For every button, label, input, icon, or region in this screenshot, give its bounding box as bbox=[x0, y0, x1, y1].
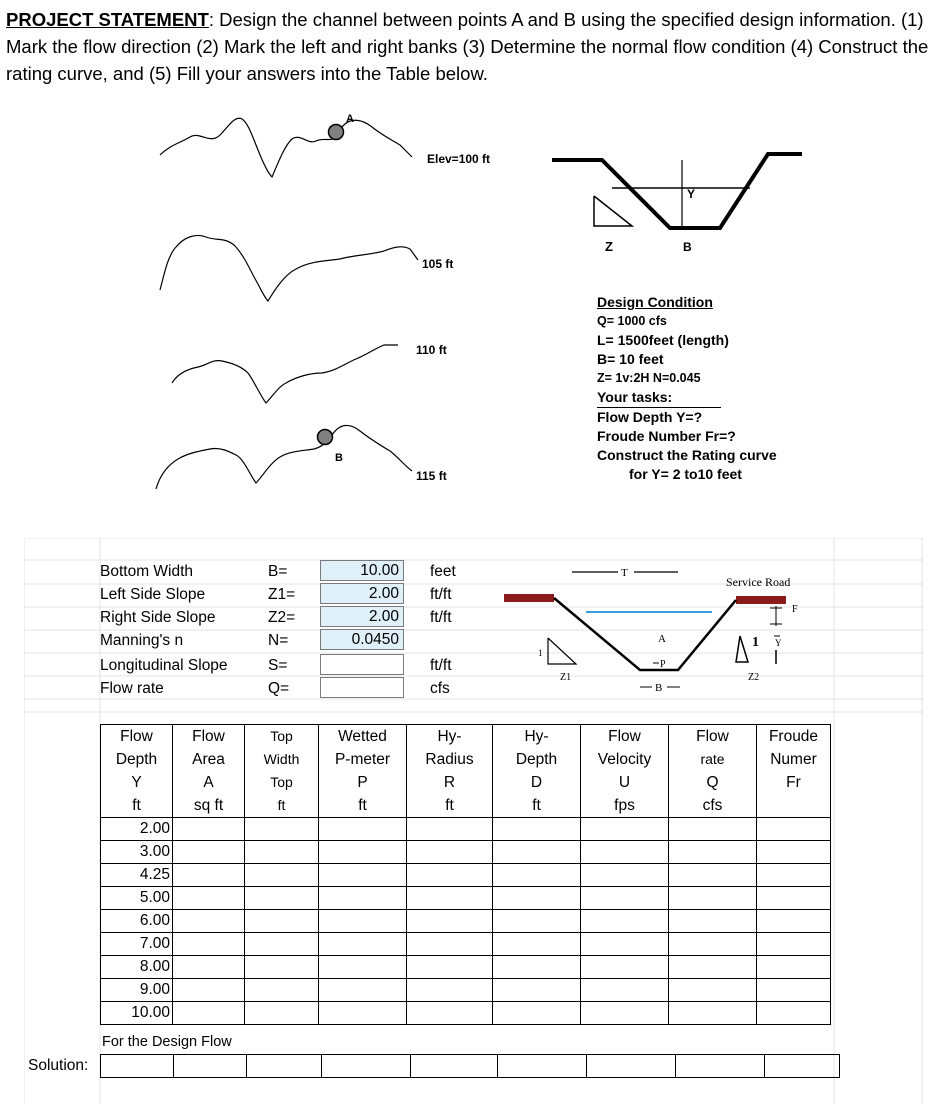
contour-label-100: Elev=100 ft bbox=[427, 152, 491, 166]
table-cell[interactable] bbox=[407, 979, 493, 1002]
contour-label-110: 110 ft bbox=[416, 343, 447, 357]
channel-profile bbox=[554, 598, 736, 670]
col-header: Area bbox=[173, 748, 245, 771]
table-row bbox=[101, 956, 831, 979]
param-row bbox=[100, 654, 452, 677]
param-symbol: B= bbox=[268, 563, 288, 580]
param-value-cell[interactable]: 0.0450 bbox=[320, 629, 404, 650]
rating-table bbox=[100, 724, 831, 1025]
param-row bbox=[100, 606, 452, 629]
col-header: rate bbox=[669, 748, 757, 771]
table-row bbox=[101, 841, 831, 864]
col-header: Hy- bbox=[493, 725, 581, 749]
table-cell[interactable] bbox=[407, 818, 493, 841]
table-cell[interactable] bbox=[669, 1002, 757, 1025]
header-row-4 bbox=[101, 794, 831, 818]
solution-cell[interactable] bbox=[765, 1055, 840, 1078]
table-cell[interactable] bbox=[407, 956, 493, 979]
table-cell[interactable] bbox=[319, 933, 407, 956]
table-cell[interactable] bbox=[581, 864, 669, 887]
design-flow-caption: For the Design Flow bbox=[102, 1034, 232, 1050]
point-a-label: A bbox=[346, 113, 354, 125]
solution-cell[interactable] bbox=[587, 1055, 676, 1078]
condition-b: B= 10 feet bbox=[597, 351, 664, 367]
task-depth-range: for Y= 2 to10 feet bbox=[629, 466, 742, 482]
table-cell[interactable] bbox=[581, 1002, 669, 1025]
table-cell[interactable] bbox=[493, 956, 581, 979]
table-cell[interactable] bbox=[407, 887, 493, 910]
param-unit: ft/ft bbox=[430, 586, 452, 603]
solution-cell[interactable] bbox=[174, 1055, 247, 1078]
t-label: T bbox=[621, 567, 628, 579]
table-cell[interactable] bbox=[245, 841, 319, 864]
param-unit: ft/ft bbox=[430, 657, 452, 674]
table-cell[interactable] bbox=[757, 818, 831, 841]
table-cell[interactable] bbox=[319, 864, 407, 887]
task-rating-curve: Construct the Rating curve bbox=[597, 447, 777, 463]
col-header: Wetted bbox=[319, 725, 407, 749]
param-row bbox=[100, 560, 456, 583]
param-unit: cfs bbox=[430, 680, 450, 697]
param-unit: ft/ft bbox=[430, 609, 452, 626]
depth-cell[interactable]: 9.00 bbox=[101, 979, 173, 1002]
col-header: ft bbox=[319, 794, 407, 818]
table-cell[interactable] bbox=[581, 887, 669, 910]
design-condition bbox=[597, 293, 777, 484]
y-label: Y bbox=[775, 638, 782, 648]
service-road-label: Service Road bbox=[726, 575, 791, 589]
table-row bbox=[101, 910, 831, 933]
param-row bbox=[100, 629, 399, 652]
table-row bbox=[101, 933, 831, 956]
b-label: B bbox=[655, 682, 663, 694]
table-cell[interactable] bbox=[757, 887, 831, 910]
table-cell[interactable] bbox=[319, 979, 407, 1002]
depth-cell[interactable]: 10.00 bbox=[101, 1002, 173, 1025]
table-cell[interactable] bbox=[669, 841, 757, 864]
table-cell[interactable] bbox=[581, 979, 669, 1002]
header-row-3 bbox=[101, 771, 831, 794]
table-cell[interactable] bbox=[245, 1002, 319, 1025]
table-cell[interactable] bbox=[757, 933, 831, 956]
table-cell[interactable] bbox=[493, 1002, 581, 1025]
solution-cell[interactable] bbox=[247, 1055, 322, 1078]
y-label: Y bbox=[687, 187, 696, 201]
col-header: P-meter bbox=[319, 748, 407, 771]
col-header: sq ft bbox=[173, 794, 245, 818]
table-cell[interactable] bbox=[407, 1002, 493, 1025]
point-b-marker bbox=[318, 430, 333, 445]
task-froude: Froude Number Fr=? bbox=[597, 428, 736, 444]
table-cell[interactable] bbox=[669, 979, 757, 1002]
param-label: Left Side Slope bbox=[100, 586, 206, 603]
table-cell[interactable] bbox=[173, 979, 245, 1002]
table-cell[interactable] bbox=[245, 818, 319, 841]
col-header: R bbox=[407, 771, 493, 794]
table-cell[interactable] bbox=[493, 818, 581, 841]
solution-row bbox=[100, 1054, 840, 1078]
param-symbol: N= bbox=[268, 632, 289, 649]
point-a-marker bbox=[329, 125, 344, 140]
solution-cell[interactable] bbox=[322, 1055, 411, 1078]
col-header: Numer bbox=[757, 748, 831, 771]
table-cell[interactable] bbox=[173, 956, 245, 979]
table-cell[interactable] bbox=[493, 979, 581, 1002]
slope-triangle bbox=[594, 196, 632, 226]
channel-sketch bbox=[500, 560, 830, 700]
param-symbol: Q= bbox=[268, 680, 290, 697]
table-cell[interactable] bbox=[493, 864, 581, 887]
table-cell[interactable] bbox=[319, 818, 407, 841]
table-cell[interactable] bbox=[581, 956, 669, 979]
param-row bbox=[100, 677, 450, 700]
design-condition-title: Design Condition bbox=[597, 294, 713, 310]
task-flow-depth: Flow Depth Y=? bbox=[597, 409, 703, 425]
statement-text: : Design the channel between points A and B using the specified design information. (1) Mark the flow direction (2) Mark the left and right banks (3) Determine the normal flow condition (4) Construct the rating curve, and (5) Fill your answers into the Table below. bbox=[6, 9, 929, 84]
right-service-road bbox=[736, 596, 786, 604]
depth-cell[interactable]: 3.00 bbox=[101, 841, 173, 864]
col-header: Depth bbox=[101, 748, 173, 771]
param-symbol: Z2= bbox=[268, 609, 296, 626]
contour-map bbox=[150, 105, 520, 500]
table-cell[interactable] bbox=[173, 887, 245, 910]
contour-line-105 bbox=[160, 235, 418, 301]
col-header: ft bbox=[101, 794, 173, 818]
table-cell[interactable] bbox=[245, 910, 319, 933]
col-header: Width bbox=[245, 748, 319, 771]
condition-l: L= 1500feet (length) bbox=[597, 332, 729, 348]
depth-cell[interactable]: 8.00 bbox=[101, 956, 173, 979]
table-cell[interactable] bbox=[173, 818, 245, 841]
table-cell[interactable] bbox=[669, 864, 757, 887]
table-cell[interactable] bbox=[173, 1002, 245, 1025]
col-header: ft bbox=[407, 794, 493, 818]
depth-cell[interactable]: 2.00 bbox=[101, 818, 173, 841]
header-row-2 bbox=[101, 748, 831, 771]
table-cell[interactable] bbox=[245, 933, 319, 956]
z2-label: Z2 bbox=[748, 672, 760, 683]
col-header: Hy- bbox=[407, 725, 493, 749]
contour-label-105: 105 ft bbox=[422, 257, 454, 271]
one-left-label: 1 bbox=[538, 648, 543, 658]
param-unit: feet bbox=[430, 563, 456, 580]
table-cell[interactable] bbox=[581, 818, 669, 841]
table-cell[interactable] bbox=[493, 841, 581, 864]
table-cell[interactable] bbox=[757, 979, 831, 1002]
col-header: Y bbox=[101, 771, 173, 794]
table-cell[interactable] bbox=[581, 910, 669, 933]
contour-label-115: 115 ft bbox=[416, 469, 447, 483]
table-cell[interactable] bbox=[581, 841, 669, 864]
table-cell[interactable] bbox=[319, 841, 407, 864]
param-label: Flow rate bbox=[100, 680, 164, 697]
param-value-cell[interactable]: 2.00 bbox=[320, 606, 404, 627]
table-cell[interactable] bbox=[669, 818, 757, 841]
table-cell[interactable] bbox=[319, 887, 407, 910]
table-cell[interactable] bbox=[407, 933, 493, 956]
table-cell[interactable] bbox=[319, 910, 407, 933]
project-statement bbox=[6, 6, 941, 87]
contour-line-110 bbox=[172, 345, 398, 403]
param-symbol: Z1= bbox=[268, 586, 296, 603]
table-cell[interactable] bbox=[407, 864, 493, 887]
table-cell[interactable] bbox=[245, 887, 319, 910]
table-cell[interactable] bbox=[757, 910, 831, 933]
table-cell[interactable] bbox=[757, 956, 831, 979]
table-cell[interactable] bbox=[245, 956, 319, 979]
depth-cell[interactable]: 6.00 bbox=[101, 910, 173, 933]
col-header: Flow bbox=[101, 725, 173, 749]
col-header: fps bbox=[581, 794, 669, 818]
z-label: Z bbox=[605, 239, 613, 254]
table-row bbox=[101, 818, 831, 841]
z1-label: Z1 bbox=[560, 672, 572, 683]
table-cell[interactable] bbox=[669, 910, 757, 933]
col-header: U bbox=[581, 771, 669, 794]
col-header: Froude bbox=[757, 725, 831, 749]
left-slope-triangle bbox=[548, 638, 576, 664]
solution-cell[interactable] bbox=[101, 1055, 174, 1078]
table-cell[interactable] bbox=[669, 887, 757, 910]
param-label: Longitudinal Slope bbox=[100, 657, 228, 674]
table-row bbox=[101, 864, 831, 887]
solution-cell[interactable] bbox=[676, 1055, 765, 1078]
channel-outline bbox=[552, 154, 802, 228]
solution-label: Solution: bbox=[28, 1057, 89, 1074]
col-header: Fr bbox=[757, 771, 831, 794]
col-header: P bbox=[319, 771, 407, 794]
col-header: Velocity bbox=[581, 748, 669, 771]
table-cell[interactable] bbox=[493, 887, 581, 910]
col-header: Depth bbox=[493, 748, 581, 771]
condition-q: Q= 1000 cfs bbox=[597, 314, 667, 328]
cross-section-diagram bbox=[550, 140, 810, 260]
solution-cell[interactable] bbox=[411, 1055, 498, 1078]
table-cell[interactable] bbox=[757, 841, 831, 864]
p-label: P bbox=[660, 659, 666, 670]
param-row bbox=[100, 583, 452, 606]
header-row-1 bbox=[101, 725, 831, 749]
param-symbol: S= bbox=[268, 657, 288, 674]
table-row bbox=[101, 979, 831, 1002]
table-cell[interactable] bbox=[173, 841, 245, 864]
depth-cell[interactable]: 4.25 bbox=[101, 864, 173, 887]
solution-cell[interactable] bbox=[498, 1055, 587, 1078]
statement-label: PROJECT STATEMENT bbox=[6, 9, 209, 30]
table-row bbox=[101, 1055, 840, 1078]
a-label: A bbox=[658, 633, 666, 645]
b-label: B bbox=[683, 240, 692, 254]
col-header: Flow bbox=[581, 725, 669, 749]
col-header: A bbox=[173, 771, 245, 794]
table-cell[interactable] bbox=[581, 933, 669, 956]
param-label: Manning's n bbox=[100, 632, 184, 649]
table-cell[interactable] bbox=[245, 979, 319, 1002]
one-right-label: 1 bbox=[752, 635, 759, 650]
table-cell[interactable] bbox=[245, 864, 319, 887]
left-service-road bbox=[504, 594, 554, 602]
col-header: cfs bbox=[669, 794, 757, 818]
depth-cell[interactable]: 7.00 bbox=[101, 933, 173, 956]
right-slope-triangle bbox=[736, 636, 748, 662]
col-header bbox=[757, 794, 831, 818]
table-cell[interactable] bbox=[757, 1002, 831, 1025]
table-cell[interactable] bbox=[407, 841, 493, 864]
f-label: F bbox=[792, 604, 798, 615]
col-header: Top bbox=[245, 725, 319, 749]
col-header: Top bbox=[245, 771, 319, 794]
col-header: Q bbox=[669, 771, 757, 794]
contour-line-100 bbox=[160, 118, 412, 177]
col-header: ft bbox=[245, 794, 319, 818]
table-cell[interactable] bbox=[319, 956, 407, 979]
param-label: Right Side Slope bbox=[100, 609, 216, 626]
condition-z-n: Z= 1v:2H N=0.045 bbox=[597, 371, 701, 385]
table-cell[interactable] bbox=[407, 910, 493, 933]
param-value-cell[interactable]: 10.00 bbox=[320, 560, 404, 581]
col-header: Radius bbox=[407, 748, 493, 771]
table-cell[interactable] bbox=[173, 910, 245, 933]
depth-cell[interactable]: 5.00 bbox=[101, 887, 173, 910]
param-value-cell[interactable] bbox=[320, 654, 404, 675]
table-cell[interactable] bbox=[669, 933, 757, 956]
table-cell[interactable] bbox=[319, 1002, 407, 1025]
col-header: Flow bbox=[173, 725, 245, 749]
table-row bbox=[101, 1002, 831, 1025]
point-b-label: B bbox=[335, 452, 343, 464]
param-value-cell[interactable]: 2.00 bbox=[320, 583, 404, 604]
table-cell[interactable] bbox=[669, 956, 757, 979]
table-cell[interactable] bbox=[493, 910, 581, 933]
table-cell[interactable] bbox=[493, 933, 581, 956]
col-header: ft bbox=[493, 794, 581, 818]
tasks-title: Your tasks: bbox=[597, 388, 721, 408]
col-header: D bbox=[493, 771, 581, 794]
param-label: Bottom Width bbox=[100, 563, 194, 580]
col-header: Flow bbox=[669, 725, 757, 749]
table-cell[interactable] bbox=[173, 933, 245, 956]
table-row bbox=[101, 887, 831, 910]
contour-line-115 bbox=[156, 425, 412, 489]
table-cell[interactable] bbox=[757, 864, 831, 887]
table-cell[interactable] bbox=[173, 864, 245, 887]
param-value-cell[interactable] bbox=[320, 677, 404, 698]
